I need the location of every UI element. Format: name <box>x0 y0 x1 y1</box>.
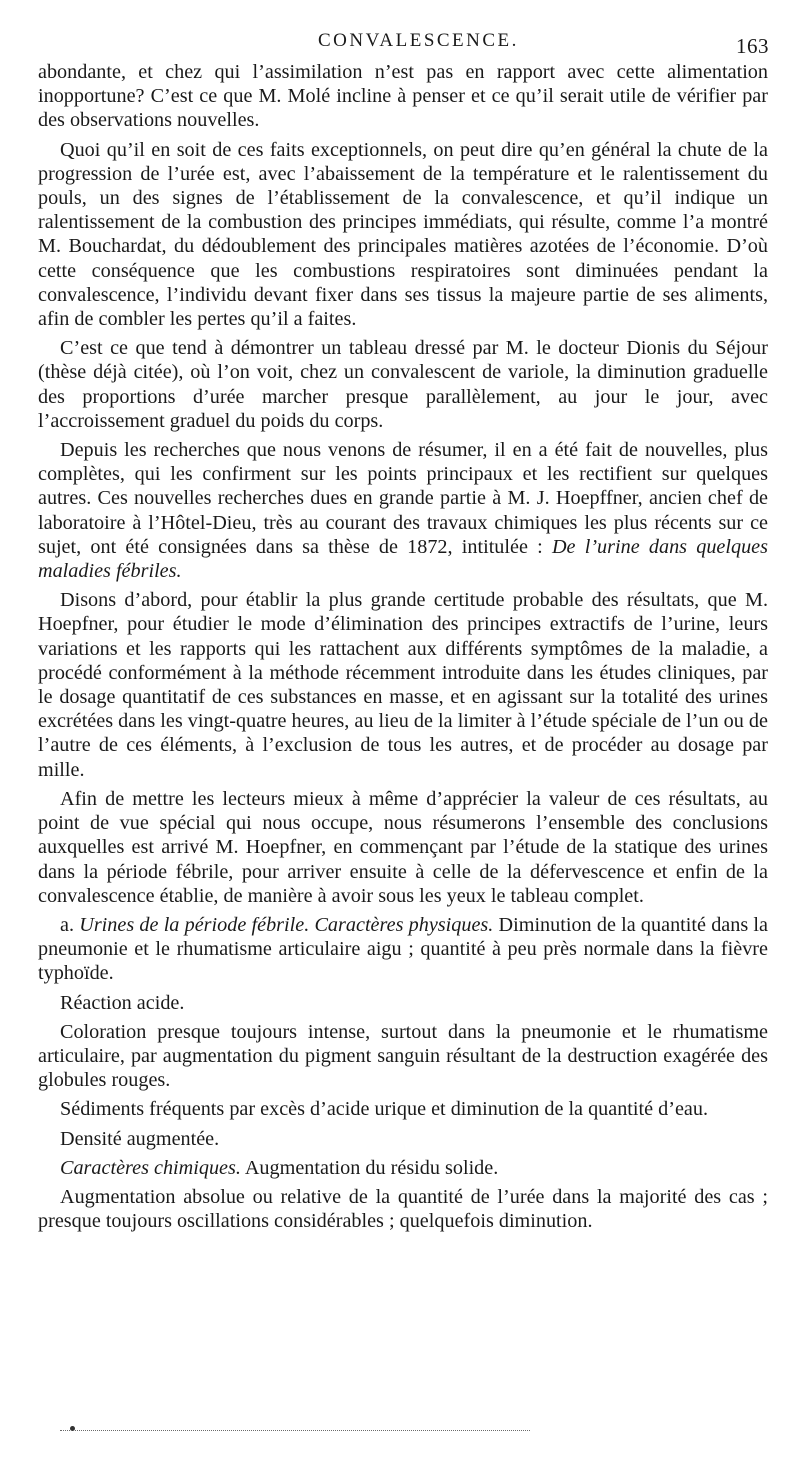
paragraph-3 <box>38 336 768 433</box>
paragraph-text: Réaction acide. <box>60 991 185 1014</box>
paragraph-13 <box>38 1185 768 1233</box>
paragraph-10 <box>38 1097 768 1121</box>
section-heading: Urines de la période fébrile. Caractères physiques. <box>79 913 494 936</box>
paragraph-text: C’est ce que tend à démontrer un tableau dressé par M. le docteur Dionis du Séjour (thèse déjà citée), où l’on voit, chez un convalescent de variole, la diminution graduelle des proportions d’urée marcher presque parallèlement, au jour le jour, avec l’accroissement graduel du poids du corps. <box>38 337 768 432</box>
paragraph-text: Diminution de la quantité dans la pneumonie et le rhumatisme articulaire aigu ; quantité à peu près normale dans la fièvre typhoïde. <box>38 913 768 985</box>
paragraph-9 <box>38 1020 768 1093</box>
list-marker: a. <box>60 913 80 936</box>
paragraph-text: Coloration presque toujours intense, surtout dans la pneumonie et le rhumatisme articulaire, par augmentation du pigment sanguin résultant de la destruction exagérée des globules rouges. <box>38 1020 768 1092</box>
paragraph-text: Quoi qu’il en soit de ces faits exceptionnels, on peut dire qu’en général la chute de la progression de l’urée est, avec l’abaissement de la température et le ralentissement du pouls, un des signes de l’établissement de la convalescence, et qu’il indique un ralentissement de la combustion des principes immédiats, qui résulte, comme l’a montré M. Bouchardat, du dédoublement des principales matières azotées de l’économie. D’où cette conséquence que les combustions respiratoires sont diminuées pendant la convalescence, l’individu devant fixer dans ses tissus la majeure partie de ses aliments, afin de combler les pertes qu’il a faites. <box>38 138 768 331</box>
paragraph-8 <box>38 991 768 1015</box>
paragraph-text: Augmentation du résidu solide. <box>240 1156 499 1179</box>
paragraph-1 <box>38 60 768 133</box>
paragraph-4 <box>38 438 768 583</box>
paragraph-11 <box>38 1127 768 1151</box>
paragraph-text: Sédiments fréquents par excès d’acide urique et diminution de la quantité d’eau. <box>60 1098 709 1121</box>
paragraph-2 <box>38 138 768 332</box>
footer-rule <box>60 1430 530 1431</box>
page-header <box>0 30 800 60</box>
paragraph-12 <box>38 1156 768 1180</box>
paragraph-5 <box>38 588 768 782</box>
paragraph-text: Densité augmentée. <box>60 1127 220 1150</box>
paragraph-6 <box>38 787 768 908</box>
running-head: CONVALESCENCE. <box>318 30 519 51</box>
thesis-title: De l’urine dans quelques maladies fébriles. <box>38 535 768 583</box>
paragraph-text: abondante, et chez qui l’assimilation n’est pas en rapport avec cette alimentation inopportune? C’est ce que M. Molé incline à penser et ce qu’il serait utile de vérifier par des observations nouvelles. <box>38 61 768 132</box>
section-heading: Caractères chimiques. <box>60 1156 241 1179</box>
body-text <box>38 60 768 1238</box>
paragraph-text: Augmentation absolue ou relative de la quantité de l’urée dans la majorité des cas ; presque toujours oscillations considérables ; quelquefois diminution. <box>38 1185 768 1233</box>
paragraph-text: Depuis les recherches que nous venons de résumer, il en a été fait de nouvelles, plus complètes, qui les confirment sur les points principaux et les rectifient sur quelques autres. Ces nouvelles recherches dues en grande partie à M. J. Hoepffner, ancien chef de laboratoire à l’Hôtel-Dieu, très au courant des travaux chimiques les plus récents sur ce sujet, ont été consignées dans sa thèse de 1872, intitulée : <box>38 439 768 558</box>
paragraph-text: Disons d’abord, pour établir la plus grande certitude probable des résultats, que M. Hoepfner, pour étudier le mode d’élimination des principes extractifs de l’urine, leurs variations et les rapports qui les rattachent aux différents symptômes de la maladie, a procédé conformément à la méthode récemment introduite dans les études cliniques, par le dosage quantitatif de ces substances en masse, et en agissant sur la totalité des urines excrétées dans les vingt-quatre heures, au lieu de la limiter à l’étude spéciale de l’un ou de l’autre de ces éléments, à l’exclusion de tous les autres, et de procéder au dosage par mille. <box>38 589 768 781</box>
paragraph-text: Afin de mettre les lecteurs mieux à même d’apprécier la valeur de ces résultats, au point de vue spécial qui nous occupe, nous résumerons l’ensemble des conclusions auxquelles est arrivé M. Hoepfner, en commençant par l’étude de la statique des urines dans la période fébrile, pour arriver ensuite à celle de la défervescence et enfin de la convalescence établie, de manière à avoir sous les yeux le tableau complet. <box>38 787 768 907</box>
paragraph-7 <box>38 913 768 986</box>
page-number: 163 <box>736 34 769 58</box>
